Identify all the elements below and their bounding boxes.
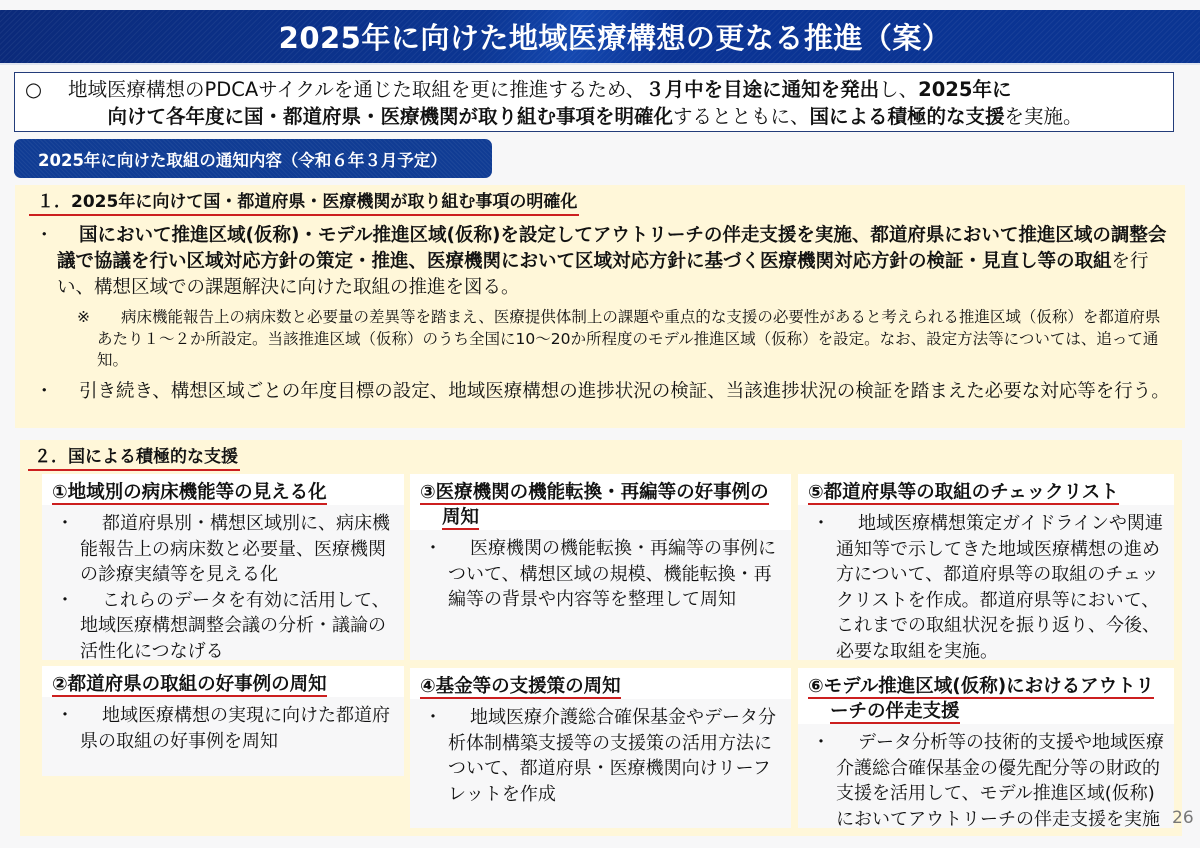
card-body [798, 505, 1174, 664]
bullet-text: を行い、構想区域での課題解決に向けた取組の推進を図る。 [57, 251, 1149, 298]
bullet-dot: ・ [424, 538, 442, 559]
summary-emphasis: 向けて各年度に国・都道府県・医療機関が取り組む事項を明確化 [107, 105, 673, 128]
card-title [410, 668, 791, 699]
card-title-text: 都道府県等の取組のチェックリスト [823, 482, 1119, 503]
section-1-heading: １．2025年に向けて国・都道府県・医療機関が取り組む事項の明確化 [29, 190, 579, 216]
card-body [42, 697, 404, 754]
card-body [410, 699, 791, 807]
card-title [798, 474, 1174, 505]
bullet-dot: ・ [424, 707, 442, 728]
card-bullet-text: 地域医療構想の実現に向けた都道府県の取組の好事例を周知 [80, 705, 390, 752]
card-number: ⑤ [808, 482, 824, 503]
card-bullet [56, 703, 396, 754]
card-title-text: モデル推進区域(仮称)におけるアウトリーチの伴走支援 [823, 676, 1155, 722]
card-bullet [812, 511, 1166, 664]
section-1-note [29, 307, 1171, 372]
summary-emphasis: 国による積極的な支援 [809, 105, 1005, 128]
header-bar [0, 10, 1200, 65]
bullet-dot: ・ [56, 513, 74, 534]
card-bullet-text: 医療機関の機能転換・再編等の事例について、構想区域の規模、機能転換・再編等の背景や内容等を整理して周知 [448, 538, 776, 610]
circle-marker: ○ [25, 78, 43, 101]
bullet-text: 引き続き、構想区域ごとの年度目標の設定、地域医療構想の進捗状況の検証、当該進捗状況の検証を踏まえた必要な対応等を行う。 [79, 380, 1170, 402]
summary-text: し、 [879, 78, 919, 101]
card-title [42, 666, 404, 697]
card-number: ① [52, 482, 68, 503]
support-card-4 [410, 668, 791, 828]
card-title [410, 474, 791, 530]
support-card-5 [798, 474, 1174, 660]
summary-box [14, 72, 1174, 132]
card-bullet [424, 705, 783, 807]
card-bullet-text: データ分析等の技術的支援や地域医療介護総合確保基金の優先配分等の財政的支援を活用して、モデル推進区域(仮称)においてアウトリーチの伴走支援を実施 [836, 732, 1164, 830]
card-number: ② [52, 674, 68, 695]
card-bullet [812, 730, 1166, 832]
section-2-national-support [20, 440, 1182, 836]
card-number: ④ [420, 676, 436, 697]
card-title-text: 地域別の病床機能等の見える化 [67, 482, 327, 503]
card-body [410, 530, 791, 613]
card-bullet-text: 地域医療介護総合確保基金やデータ分析体制構築支援等の支援策の活用方法について、都道府県・医療機関向けリーフレットを作成 [448, 707, 776, 805]
bullet-dot: ・ [56, 589, 74, 611]
summary-text: を実施。 [1004, 105, 1083, 128]
card-number: ③ [420, 482, 436, 503]
card-title [42, 474, 404, 505]
card-bullet-text: 地域医療構想策定ガイドラインや関連通知等で示してきた地域医療構想の進め方について、都道府県等の取組のチェックリストを作成。都道府県等において、これまでの取組状況を振り返り、今後、必要な取組を実施。 [836, 513, 1163, 662]
bullet-dot: ・ [56, 705, 74, 726]
card-body [798, 724, 1174, 832]
section-1-bullet-1 [29, 223, 1171, 301]
support-card-1 [42, 474, 404, 660]
card-title-text: 基金等の支援策の周知 [435, 676, 621, 697]
section-1-bullet-2 [29, 379, 1171, 405]
summary-emphasis: ３月中を目途に通知を発出 [645, 78, 880, 101]
card-bullet [424, 536, 783, 613]
summary-line-1 [25, 76, 1165, 103]
notice-tab-label: 2025年に向けた取組の通知内容（令和６年３月予定） [38, 150, 447, 170]
card-title [798, 668, 1174, 724]
card-number: ⑥ [808, 676, 824, 697]
section-2-heading: ２．国による積極的な支援 [28, 445, 240, 471]
summary-line-2 [25, 103, 1165, 130]
summary-text: 地域医療構想のPDCAサイクルを通じた取組を更に推進するため、 [68, 78, 646, 101]
note-text: 病床機能報告上の病床数と必要量の差異等を踏まえ、医療提供体制上の課題や重点的な支援の必要性があると考えられる推進区域（仮称）を都道府県あたり１～２か所設定。当該推進区域（仮称）のうち全国に10～20か所程度のモデル推進区域（仮称）を設定。なお、設定方法等については、追って通知。 [97, 308, 1161, 369]
bullet-dot: ・ [35, 225, 54, 246]
summary-emphasis: 2025年に [918, 78, 1012, 101]
card-bullet-text: 都道府県別・構想区域別に、病床機能報告上の病床数と必要量、医療機関の診療実績等を見える化 [80, 513, 390, 585]
bullet-dot: ・ [812, 732, 830, 753]
summary-text: するとともに、 [672, 105, 810, 128]
page-title: 2025年に向けた地域医療構想の更なる推進（案） [278, 21, 952, 55]
notice-content-tab [14, 139, 492, 178]
support-card-6 [798, 668, 1174, 828]
support-card-3 [410, 474, 791, 660]
bullet-dot: ・ [812, 513, 830, 534]
note-mark: ※ [77, 308, 90, 326]
card-title-text: 都道府県の取組の好事例の周知 [67, 674, 327, 695]
page-number: 26 [1172, 808, 1194, 828]
card-bullet [56, 511, 396, 588]
support-card-2 [42, 666, 404, 776]
bullet-dot: ・ [35, 380, 54, 402]
bullet-emphasis: 国において推進区域(仮称)・モデル推進区域(仮称)を設定してアウトリーチの伴走支援を実施、都道府県において推進区域の調整会議で協議を行い区域対応方針の策定・推進、医療機関において区域対応方針に基づく医療機関対応方針の検証・見直し等の取組 [57, 225, 1167, 272]
section-1-clarification [15, 185, 1185, 428]
card-bullet-text: これらのデータを有効に活用して、地域医療構想調整会議の分析・議論の活性化につなげる [80, 589, 390, 662]
card-title-text: 医療機関の機能転換・再編等の好事例の周知 [435, 482, 769, 528]
card-body [42, 505, 404, 664]
card-bullet [56, 588, 396, 665]
